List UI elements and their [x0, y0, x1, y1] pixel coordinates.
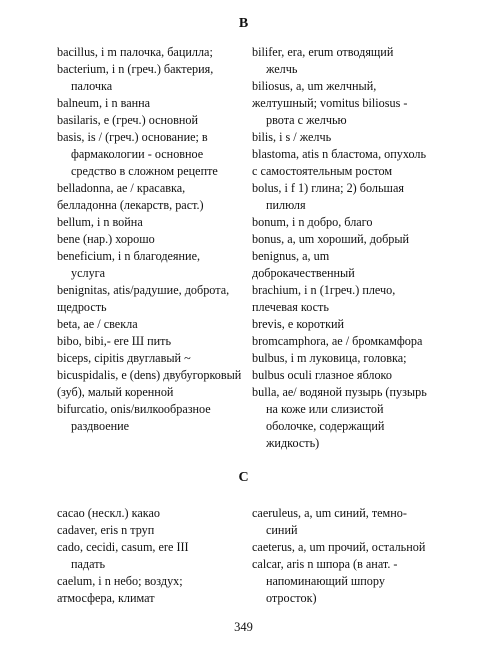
section-letter-c: C — [238, 470, 249, 485]
entry-balneum: balneum, i n ванна — [57, 96, 151, 110]
entry-bene: bene (нар.) хорошо — [57, 232, 155, 246]
entry-bulbus-oculi: bulbus oculi глазное яблоко — [252, 368, 392, 382]
entry-beneficium: beneficium, i n благодеяние, услуга — [57, 249, 201, 280]
entry-caeterus: caeterus, a, um прочий, остальной — [252, 540, 426, 554]
entry-bilis: bilis, i s / желчь — [252, 130, 332, 144]
entry-bromcamphora: bromcamphora, ae / бромкамфора — [252, 334, 423, 348]
entry-bicuspidalis: bicuspidalis, e (dens) двубугорковый (зуб), малый коренной — [57, 368, 242, 399]
section-c-right-column — [252, 505, 432, 607]
section-letter-b: B — [238, 16, 249, 31]
entry-calcar: calcar, aris n шпора (в анат. - напоминающий шпору отросток) — [252, 557, 398, 605]
entry-bulbus: bulbus, i m луковица, головка; — [252, 351, 407, 365]
entry-bifurcatio: bifurcatio, onis/вилкообразное раздвоение — [57, 402, 211, 433]
entry-benignitas: benignitas, atis/радушие, доброта, щедрость — [57, 283, 230, 314]
entry-bacillus: bacillus, i m палочка, бацилла; — [57, 45, 213, 59]
entry-benignus: benignus, a, um доброкачественный — [252, 249, 355, 280]
entry-beta: beta, ae / свекла — [57, 317, 138, 331]
entry-caelum: caelum, i n небо; воздух; атмосфера, климат — [57, 574, 183, 605]
entry-biliosus: biliosus, a, um желчный, желтушный; vomitus biliosus - рвота с желчью — [252, 79, 408, 127]
entry-cado: cado, cecidi, casum, ere III падать — [57, 540, 189, 571]
entry-belladonna: belladonna, ae / красавка, белладонна (лекарств, раст.) — [57, 181, 204, 212]
entry-bonus: bonus, a, um хороший, добрый — [252, 232, 410, 246]
entry-cadaver: cadaver, eris n труп — [57, 523, 155, 537]
entry-basilaris: basilaris, e (греч.) основной — [57, 113, 199, 127]
entry-blastoma: blastoma, atis n бластома, опухоль с самостоятельным ростом — [252, 147, 427, 178]
section-b-right-column — [252, 44, 432, 452]
entry-bolus: bolus, i f 1) глина; 2) большая пилюля — [252, 181, 404, 212]
page-number: 349 — [234, 620, 253, 634]
entry-basis: basis, is / (греч.) основание; в фармакологии - основное средство в сложном рецепте — [57, 130, 218, 178]
section-b-left-column — [57, 44, 242, 435]
entry-bilifer: bilifer, era, erum отводящий желчь — [252, 45, 394, 76]
entry-brevis: brevis, e короткий — [252, 317, 345, 331]
entry-bibo: bibo, bibi,- ere Ш пить — [57, 334, 172, 348]
entry-cacao: cacao (нескл.) какао — [57, 506, 161, 520]
entry-bellum: bellum, i n война — [57, 215, 143, 229]
entry-bulla: bulla, ae/ водяной пузырь (пузырь на коже или слизистой оболочке, содержащий жидкость) — [252, 385, 427, 450]
entry-bonum: bonum, i n добро, благо — [252, 215, 373, 229]
entry-biceps: biceps, cipitis двуглавый ~ — [57, 351, 191, 365]
entry-bacterium: bacterium, i n (греч.) бактерия, палочка — [57, 62, 214, 93]
entry-caeruleus: caeruleus, a, um синий, темно- синий — [252, 506, 407, 537]
entry-brachium: brachium, i n (1греч.) плечо, плечевая кость — [252, 283, 396, 314]
section-c-left-column — [57, 505, 242, 607]
